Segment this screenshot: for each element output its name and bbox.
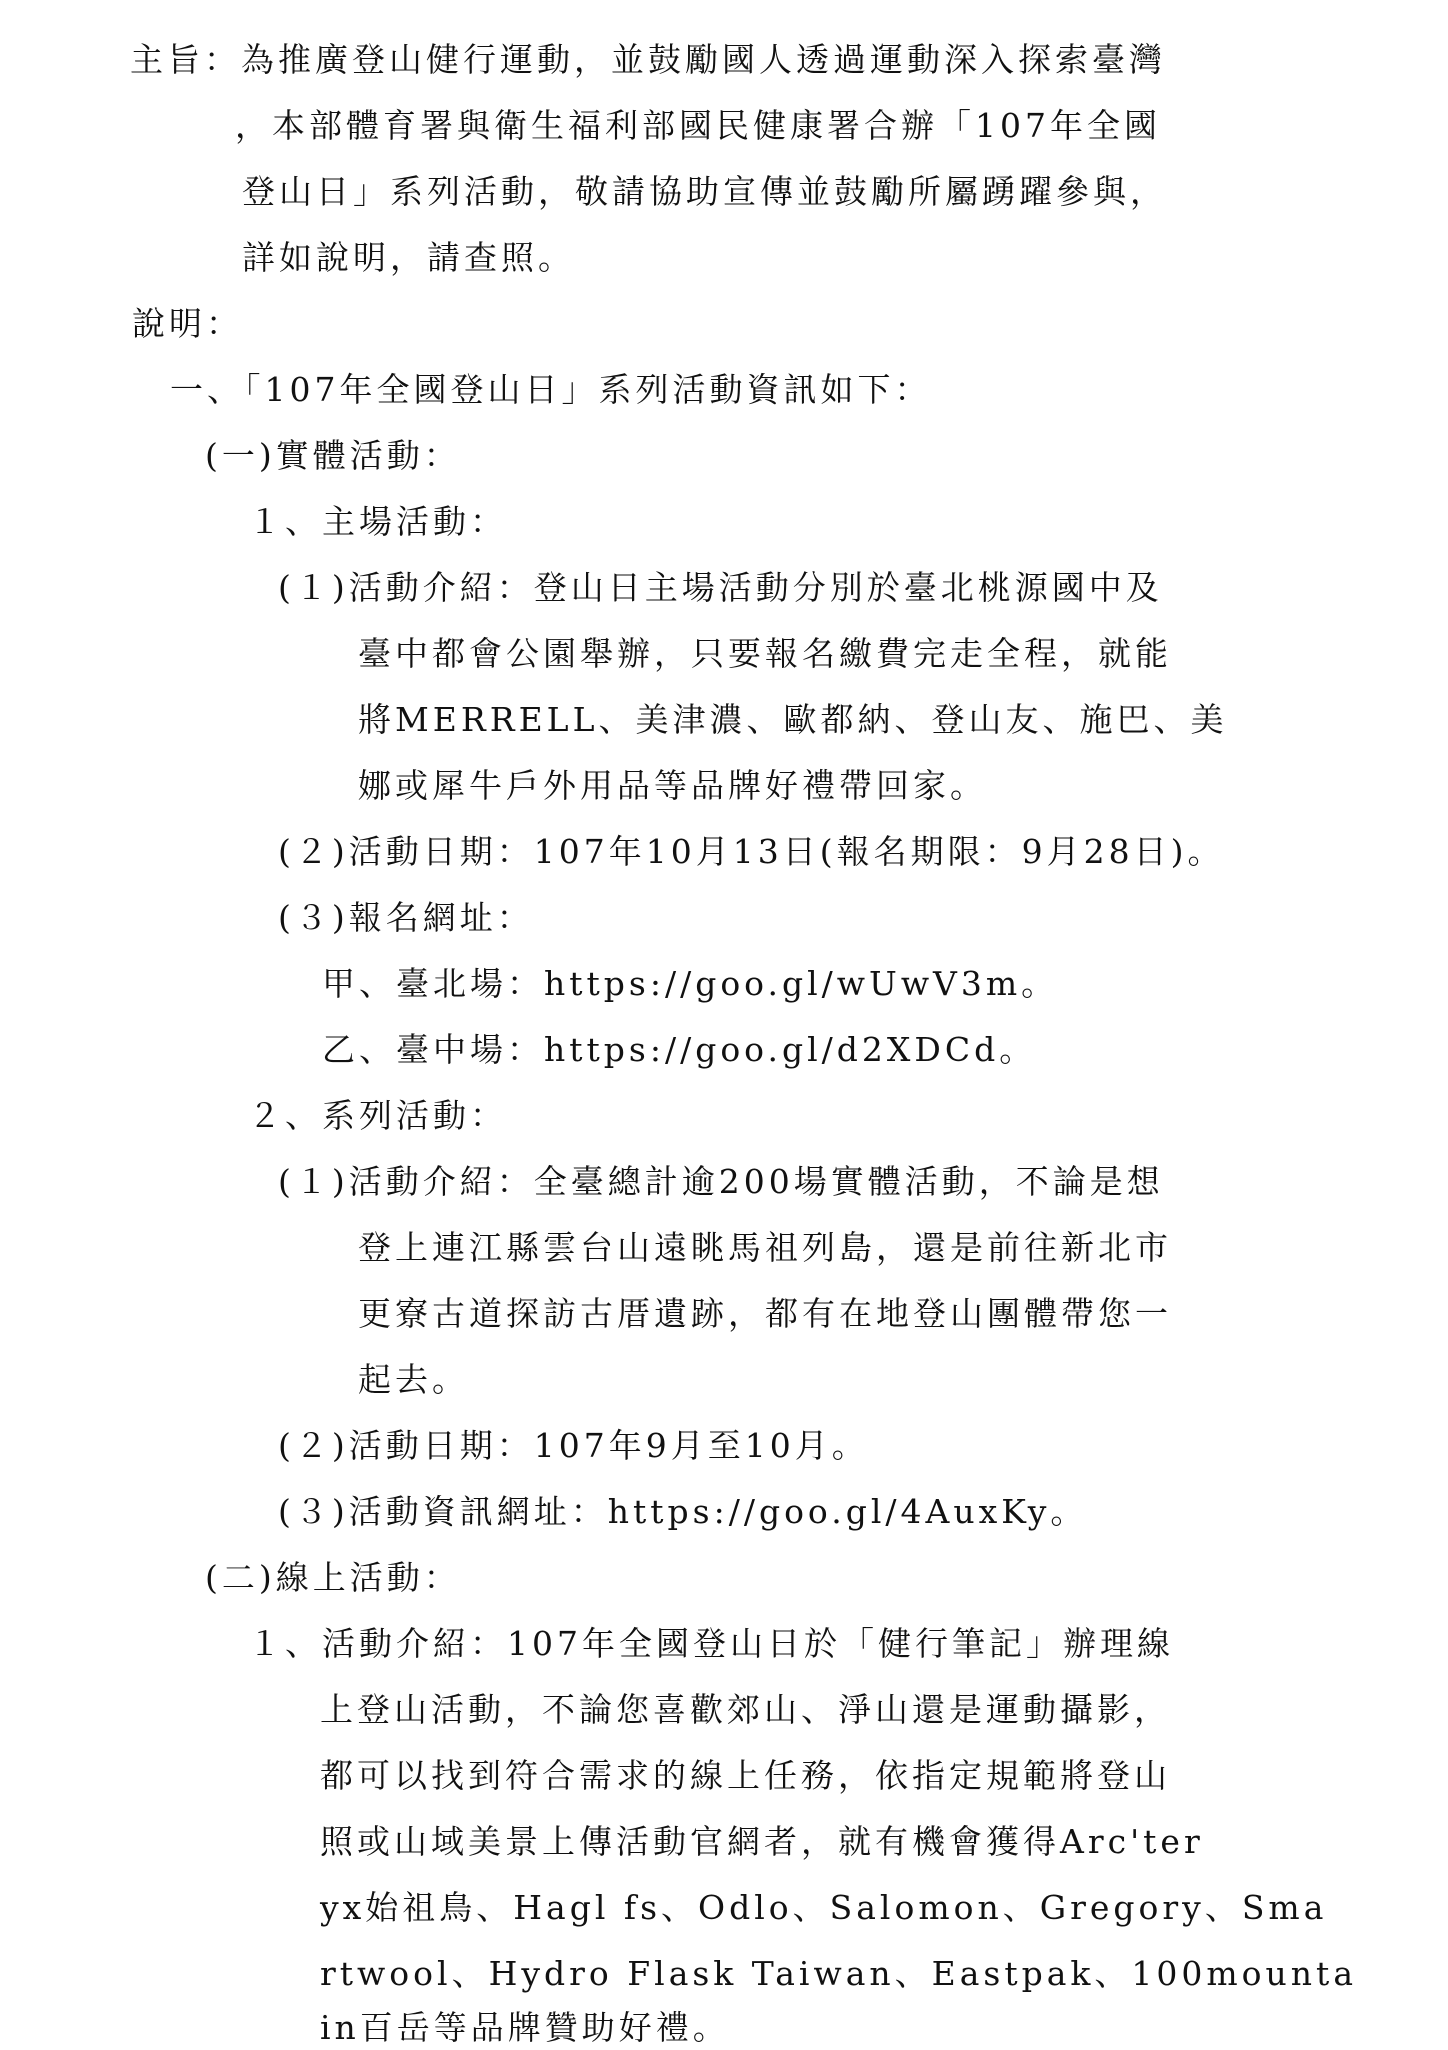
main-event-intro-line-2: 臺中都會公園舉辦，只要報名繳費完走全程，就能 xyxy=(358,634,1172,673)
registration-heading: (３)報名網址： xyxy=(278,898,534,937)
online-activities-heading: (二)線上活動： xyxy=(205,1558,461,1597)
series-intro-line-4: 起去。 xyxy=(358,1360,469,1399)
online-intro-line-1: １、活動介紹：107年全國登山日於「健行筆記」辦理線 xyxy=(248,1624,1174,1663)
main-event-intro-line-3: 將MERRELL、美津濃、歐都納、登山友、施巴、美 xyxy=(358,700,1228,739)
series-events-heading: ２、系列活動： xyxy=(248,1096,507,1135)
series-intro-line-3: 更寮古道探訪古厝遺跡，都有在地登山團體帶您一 xyxy=(358,1294,1172,1333)
series-info-url: (３)活動資訊網址：https://goo.gl/4AuxKy。 xyxy=(278,1492,1088,1531)
main-event-intro-line-1: (１)活動介紹：登山日主場活動分別於臺北桃源國中及 xyxy=(278,568,1163,607)
online-intro-line-6: rtwool、Hydro Flask Taiwan、Eastpak、100mounta xyxy=(320,1954,1357,1993)
subject-line-3: 登山日」系列活動，敬請協助宣傳並鼓勵所屬踴躍參與， xyxy=(242,172,1167,211)
subject-line-4: 詳如說明，請查照。 xyxy=(242,238,575,277)
series-intro-line-2: 登上連江縣雲台山遠眺馬祖列島，還是前往新北市 xyxy=(358,1228,1172,1267)
main-event-intro-line-4: 娜或犀牛戶外用品等品牌好禮帶回家。 xyxy=(358,766,987,805)
taichung-registration-url: 乙、臺中場：https://goo.gl/d2XDCd。 xyxy=(322,1030,1037,1069)
physical-activities-heading: (一)實體活動： xyxy=(205,436,461,475)
online-intro-line-7: in百岳等品牌贊助好禮。 xyxy=(320,2008,730,2047)
series-intro-line-1: (１)活動介紹：全臺總計逾200場實體活動，不論是想 xyxy=(278,1162,1164,1201)
online-intro-line-2: 上登山活動，不論您喜歡郊山、淨山還是運動攝影， xyxy=(320,1690,1171,1729)
subject-line-1: 主旨：為推廣登山健行運動，並鼓勵國人透過運動深入探索臺灣 xyxy=(130,40,1166,79)
online-intro-line-5: yx始祖鳥、Hagl fs、Odlo、Salomon、Gregory、Sma xyxy=(320,1888,1328,1927)
online-intro-line-4: 照或山域美景上傳活動官網者，就有機會獲得Arc'ter xyxy=(320,1822,1204,1861)
taipei-registration-url: 甲、臺北場：https://goo.gl/wUwV3m。 xyxy=(322,964,1059,1003)
item-1-title: 一、「107年全國登山日」系列活動資訊如下： xyxy=(170,370,932,409)
main-event-date: (２)活動日期：107年10月13日(報名期限：9月28日)。 xyxy=(278,832,1225,871)
main-event-heading: １、主場活動： xyxy=(248,502,507,541)
explanation-heading: 說明： xyxy=(132,304,243,343)
online-intro-line-3: 都可以找到符合需求的線上任務，依指定規範將登山 xyxy=(320,1756,1171,1795)
subject-line-2: ，本部體育署與衛生福利部國民健康署合辦「107年全國 xyxy=(235,106,1161,145)
series-date: (２)活動日期：107年9月至10月。 xyxy=(278,1426,869,1465)
